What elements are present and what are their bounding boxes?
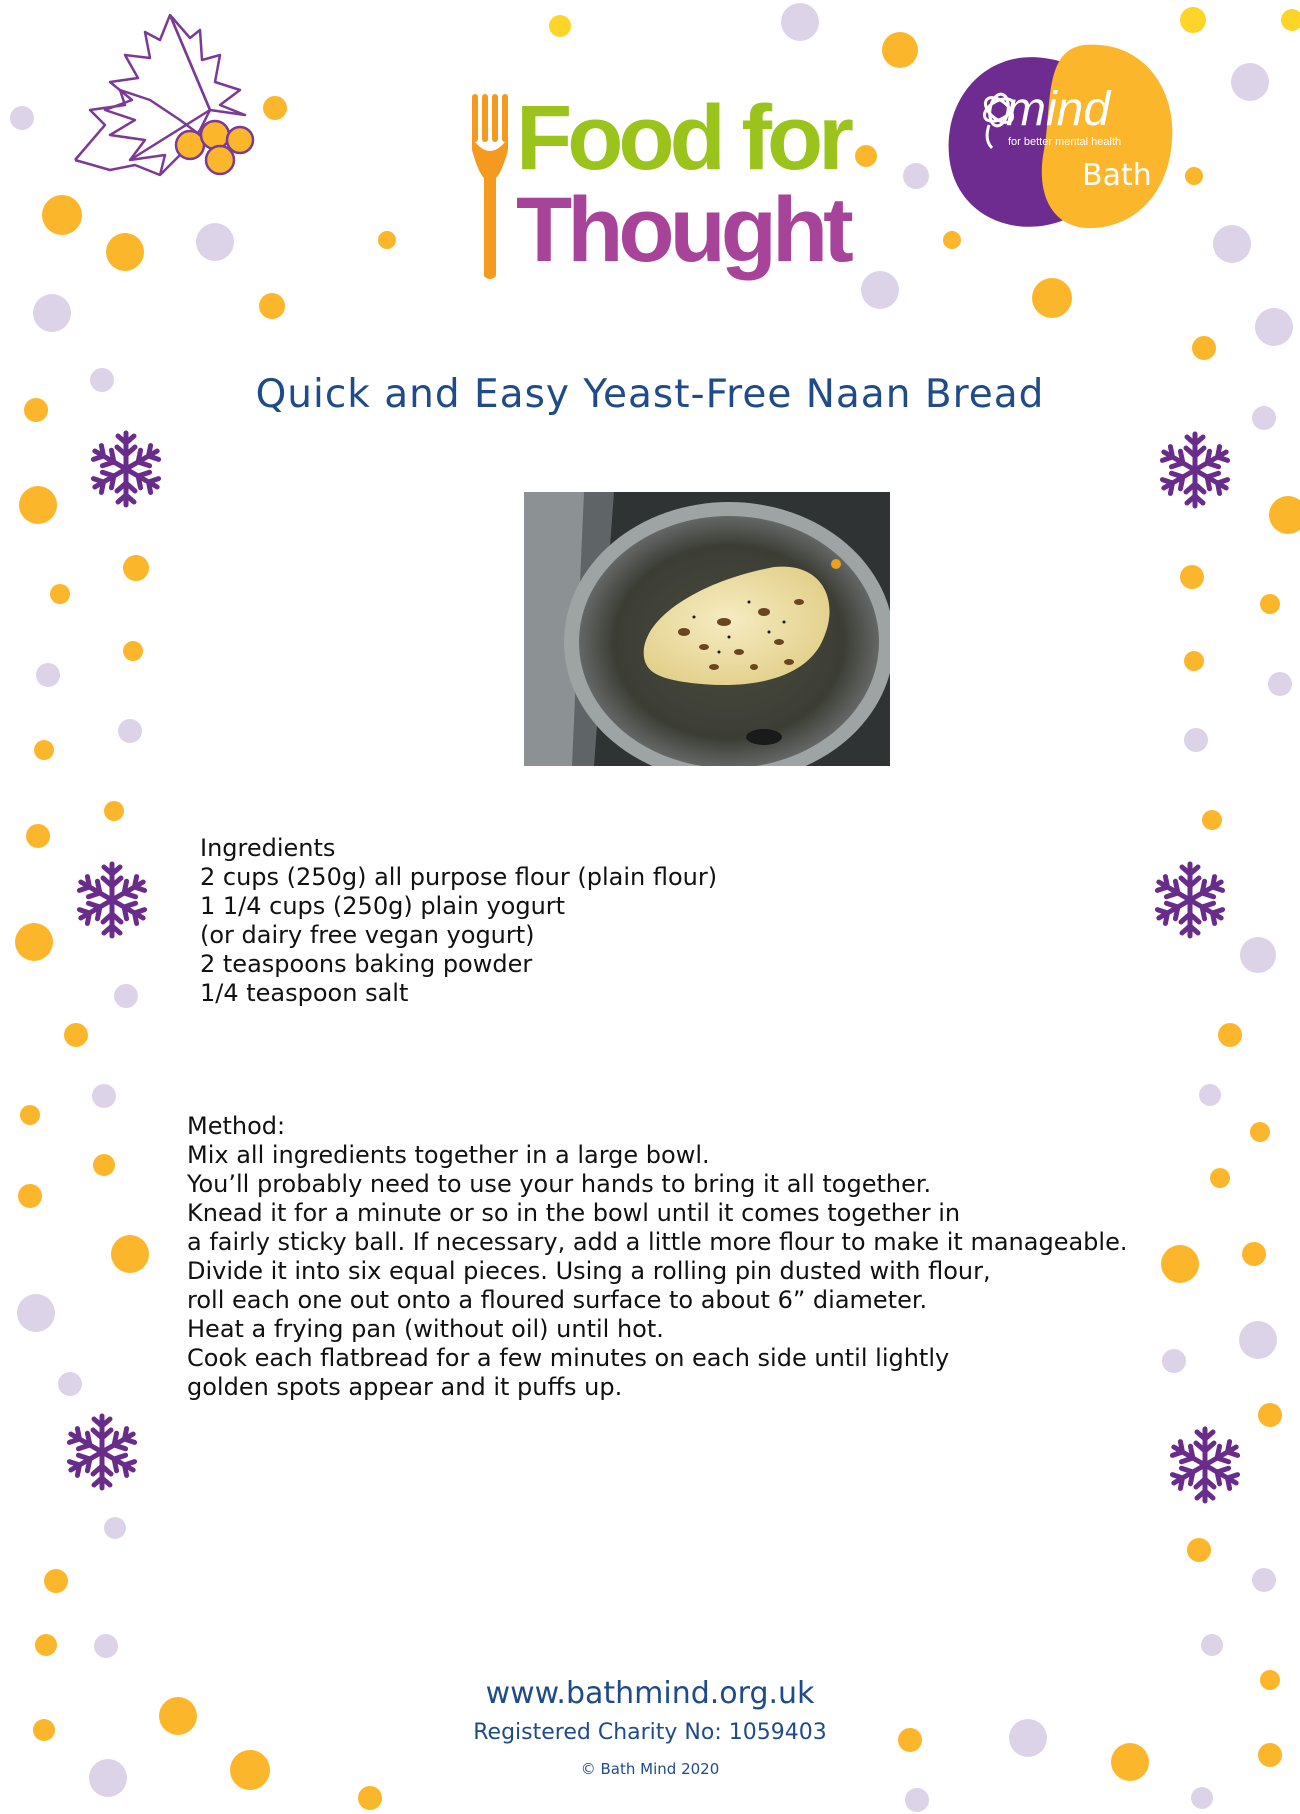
- confetti-dot: [106, 233, 144, 271]
- method-line: Cook each flatbread for a few minutes on each side until lightly: [187, 1344, 950, 1372]
- confetti-dot: [111, 1235, 149, 1273]
- method-line: Divide it into six equal pieces. Using a rolling pin dusted with flour,: [187, 1257, 991, 1285]
- confetti-dot: [781, 3, 819, 41]
- snowflake-icon: [1159, 434, 1230, 506]
- confetti-dot: [1240, 937, 1276, 973]
- confetti-dot: [33, 294, 71, 332]
- method-line: Method:: [187, 1112, 286, 1140]
- confetti-dot: [1255, 308, 1293, 346]
- confetti-dot: [50, 584, 70, 604]
- snowflake-icon: [1154, 864, 1225, 936]
- confetti-dot: [1191, 1787, 1213, 1809]
- confetti-dot: [94, 1634, 118, 1658]
- confetti-dot: [1268, 672, 1292, 696]
- confetti-dot: [1218, 1023, 1242, 1047]
- confetti-dot: [549, 15, 571, 37]
- ingredients-line: 2 cups (250g) all purpose flour (plain flour): [200, 863, 718, 891]
- ingredients-line: 1/4 teaspoon salt: [200, 979, 409, 1007]
- confetti-dot: [1180, 565, 1204, 589]
- confetti-dot: [1184, 651, 1204, 671]
- confetti-dot: [104, 1517, 126, 1539]
- confetti-dot: [92, 1084, 116, 1108]
- confetti-dot: [35, 1634, 57, 1656]
- confetti-dot: [1180, 7, 1206, 33]
- mind-place: Bath: [1082, 158, 1152, 193]
- confetti-dot: [1202, 810, 1222, 830]
- confetti-dot: [1260, 594, 1280, 614]
- website-link[interactable]: www.bathmind.org.uk: [485, 1676, 815, 1711]
- confetti-dot: [1213, 225, 1251, 263]
- confetti-dot: [1184, 728, 1208, 752]
- confetti-dot: [1185, 167, 1203, 185]
- ingredients-list: [200, 834, 900, 1008]
- snowflake-icon: [76, 864, 147, 936]
- confetti-dot: [1252, 1568, 1276, 1592]
- confetti-dot: [1187, 1538, 1211, 1562]
- charity-number: Registered Charity No: 1059403: [473, 1720, 827, 1745]
- ingredients-line: 1 1/4 cups (250g) plain yogurt: [200, 892, 566, 920]
- confetti-dot: [42, 195, 82, 235]
- naan-photo: [524, 492, 890, 766]
- holly-icon: [75, 15, 253, 175]
- confetti-dot: [1210, 1168, 1230, 1188]
- method-line: Knead it for a minute or so in the bowl until it comes together in: [187, 1199, 961, 1227]
- confetti-dot: [1250, 1122, 1270, 1142]
- confetti-dot: [19, 486, 57, 524]
- confetti-dot: [58, 1372, 82, 1396]
- confetti-dot: [20, 1105, 40, 1125]
- confetti-dot: [1199, 1084, 1221, 1106]
- ingredients-line: (or dairy free vegan yogurt): [200, 921, 535, 949]
- confetti-dot: [263, 96, 287, 120]
- confetti-dot: [378, 231, 396, 249]
- confetti-dot: [861, 271, 899, 309]
- confetti-dot: [36, 663, 60, 687]
- method-line: Heat a frying pan (without oil) until hot.: [187, 1315, 664, 1343]
- confetti-dot: [1269, 496, 1300, 534]
- logo-line-thought: Thought: [516, 179, 849, 281]
- mind-wordmark: mind: [1006, 83, 1111, 136]
- confetti-dot: [903, 163, 929, 189]
- confetti-dot: [1192, 336, 1216, 360]
- method-line: a fairly sticky ball. If necessary, add a little more flour to make it manageable.: [187, 1228, 1128, 1256]
- confetti-dot: [1032, 278, 1072, 318]
- confetti-dot: [114, 984, 138, 1008]
- food-for-thought-logo: [470, 87, 849, 290]
- method-line: golden spots appear and it puffs up.: [187, 1373, 623, 1401]
- method-line: You’ll probably need to use your hands to bring it all together.: [187, 1170, 932, 1198]
- confetti-dot: [10, 106, 34, 130]
- method-steps: [187, 1112, 1167, 1402]
- method-line: roll each one out onto a floured surface to about 6” diameter.: [187, 1286, 928, 1314]
- confetti-dot: [358, 1786, 382, 1810]
- confetti-dot: [855, 145, 877, 167]
- bath-mind-logo: [944, 40, 1174, 240]
- confetti-dot: [64, 1023, 88, 1047]
- ingredients-line: Ingredients: [200, 834, 336, 862]
- logo-line-food-for: Food for: [516, 87, 849, 189]
- method-line: Mix all ingredients together in a large bowl.: [187, 1141, 710, 1169]
- confetti-dot: [1281, 9, 1300, 31]
- confetti-dot: [118, 719, 142, 743]
- confetti-dot: [882, 32, 918, 68]
- confetti-dot: [18, 1184, 42, 1208]
- fork-icon: [470, 94, 510, 280]
- confetti-dot: [93, 1154, 115, 1176]
- confetti-dot: [34, 740, 54, 760]
- confetti-dot: [1201, 1634, 1223, 1656]
- confetti-dot: [259, 293, 285, 319]
- confetti-dot: [123, 555, 149, 581]
- confetti-dot: [44, 1569, 68, 1593]
- confetti-dot: [196, 223, 234, 261]
- mind-tagline: for better mental health: [1008, 136, 1122, 148]
- recipe-title: Quick and Easy Yeast-Free Naan Bread: [255, 372, 1045, 417]
- confetti-dot: [1242, 1242, 1266, 1266]
- confetti-dot: [15, 923, 53, 961]
- confetti-dot: [123, 641, 143, 661]
- confetti-dot: [1231, 63, 1269, 101]
- snowflake-icon: [1169, 1429, 1240, 1501]
- confetti-dot: [1258, 1403, 1282, 1427]
- snowflake-icon: [66, 1416, 137, 1488]
- confetti-dot: [905, 1788, 929, 1812]
- confetti-dot: [104, 801, 124, 821]
- snowflake-icon: [90, 433, 161, 505]
- copyright: © Bath Mind 2020: [580, 1760, 720, 1778]
- confetti-dot: [1239, 1321, 1277, 1359]
- confetti-dot: [17, 1294, 55, 1332]
- ingredients-line: 2 teaspoons baking powder: [200, 950, 533, 978]
- confetti-dot: [26, 824, 50, 848]
